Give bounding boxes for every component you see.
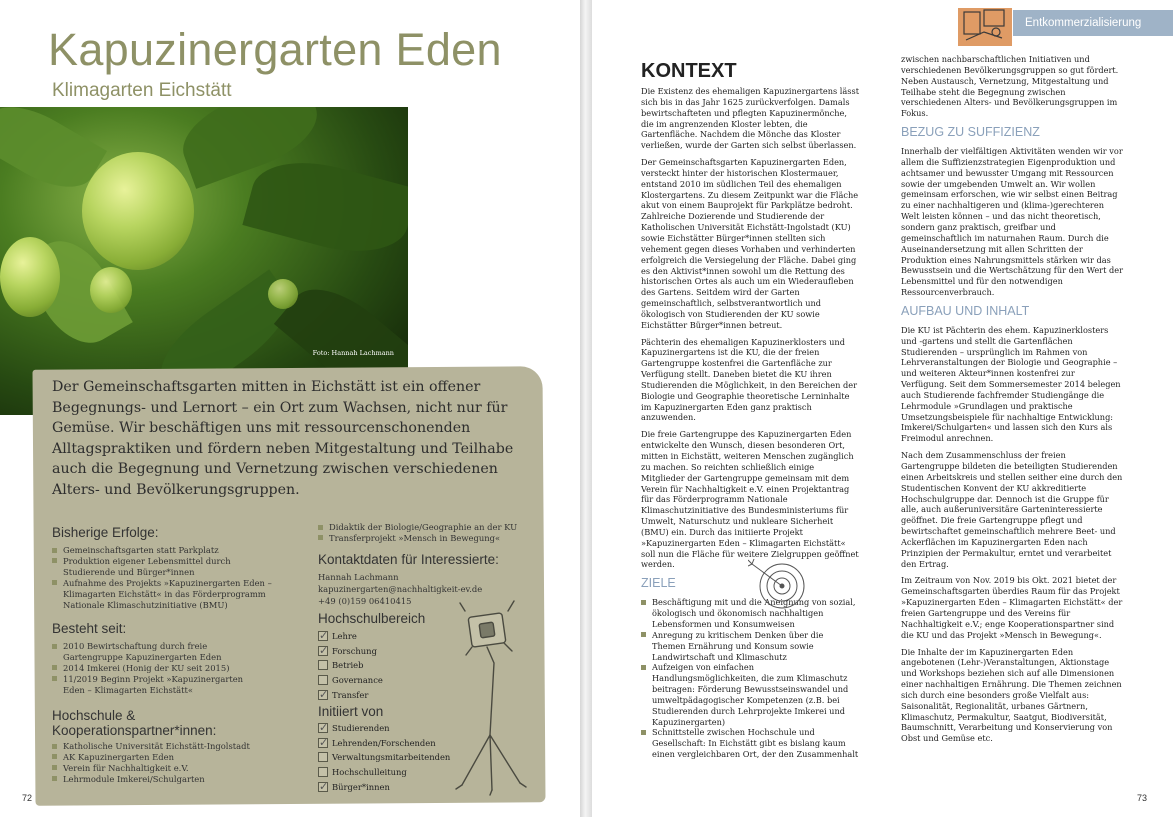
paragraph: Nach dem Zusammenschluss der freien Gartengruppe bildeten die beteiligten Studierenden einen Arbeitskreis und stellen seither eine durch den Studentischen Konvent der KU akkreditierte Hochschulgruppe dar. Dennoch ist die Gruppe für alle, auch außeruniversitäre Garteninteressierte geöffnet. Die freie Gartengruppe pflegt und bewirtschaftet gemeinschaftlich mehrere Beet- und Ackerflächen im Kapuzinergarten Eden nach Prinzipien der Permakultur, erntet und verarbeitet den Ertrag. (901, 450, 1123, 569)
checkbox-checked (318, 690, 328, 700)
list-item: Lehrmodule Imkerei/Schulgarten (52, 774, 277, 785)
checklist-item-hochschulleitung (318, 765, 450, 780)
checklist-item-lehrenden (318, 736, 450, 751)
list-item: Beschäftigung mit und die Aneignung von sozial, ökologisch und ökonomisch nachhaltigen Lebensformen und Konsumweisen (641, 597, 859, 630)
checkbox-checked (318, 646, 328, 656)
checklist-item-lehre (318, 629, 383, 644)
checklist-label: Bürger*innen (332, 781, 390, 792)
erfolge-heading: Bisherige Erfolge: (52, 525, 159, 540)
intro-text: Der Gemeinschaftsgarten mitten in Eichstätt ist ein offener Begegnungs- und Lernort – ein Ort zum Wachsen, nicht nur für Gemüse. Wir beschäftigen uns mit ressourcenschonenden Alltagspraktiken und fördern neben Mitgestaltung und Teilhabe auch die Begegnung und Vernetzung zwischen verschiedenen Alters- und Bevölkerungsgruppen. (52, 379, 514, 498)
checklist-label: Lehre (332, 631, 357, 642)
kontakt-heading: Kontaktdaten für Interessierte: (318, 552, 499, 567)
page-title: Kapuzinergarten Eden (48, 24, 502, 75)
photo-credit: Foto: Hannah Lachmann (312, 349, 394, 357)
kontakt-phone: +49 (0)159 06410415 (318, 596, 412, 606)
list-item: Schnittstelle zwischen Hochschule und Gesellschaft: In Eichstätt gibt es bislang kaum einen vergleichbaren Ort, der den Zusammenhalt (641, 727, 859, 760)
checkbox-checked (318, 782, 328, 792)
partner-list (52, 741, 277, 785)
checklist-item-forschung (318, 644, 383, 659)
suffizienz-heading: BEZUG ZU SUFFIZIENZ (901, 125, 1040, 140)
checklist-item-transfer (318, 687, 383, 702)
list-item: Anregung zu kritischem Denken über die Themen Ernährung und Konsum sowie Landwirtschaft und Klimaschutz (641, 630, 859, 663)
initiiert-checklist (318, 721, 450, 794)
apple (82, 152, 194, 270)
checklist-label: Verwaltungsmitarbeitenden (332, 752, 451, 763)
checklist-label: Governance (332, 675, 383, 686)
page-subtitle: Klimagarten Eichstätt (52, 80, 232, 101)
checklist-label: Studierenden (332, 723, 390, 734)
list-item: Verein für Nachhaltigkeit e.V. (52, 763, 277, 774)
checkbox-unchecked (318, 752, 328, 762)
right-page (592, 0, 1173, 817)
list-item: Transferprojekt »Mensch in Bewegung« (318, 533, 533, 544)
aufbau-heading: AUFBAU UND INHALT (901, 303, 1030, 318)
paragraph: Die Existenz des ehemaligen Kapuzinergartens lässt sich bis in das Jahr 1625 zurückverfolgen. Damals bewirtschafteten und pflegten Kapuzinermönche, die im angrenzenden Kloster lebten, die Gartenfläche. Nachdem die Mönche das Kloster verließen, wurde der Garten sich selbst überlassen. (641, 86, 859, 151)
list-item: Aufzeigen von einfachen Handlungsmöglichkeiten, die zum Klimaschutz beitragen: Förderung Bewusstseinswandel und umweltpädagogischer Kompetenzen (z.B. bei Studierenden durch Lehrprojekte Imkerei und Kapuzinergarten) (641, 662, 859, 727)
ziele-list (641, 597, 859, 760)
ziele-heading: ZIELE (641, 576, 676, 591)
category-icon (954, 2, 1016, 50)
paragraph: Der Gemeinschaftsgarten Kapuzinergarten Eden, versteckt hinter der historischen Klostermauer, entstand 2010 im südlichen Teil des ehemaligen Klostergartens. Zu diesem Zeitpunkt war die Fläche akut von einem Bauprojekt für Parkplätze bedroht. Zahlreiche Dozierende und Studierende der Katholischen Universität Eichstätt-Ingolstadt (KU) sowie Eichstätter Bürger*innen stellten sich vehement gegen dieses Vorhaben und verhinderten erfolgreich die Versiegelung der Fläche. Dabei ging es den Aktivist*innen sowohl um die Rettung des historischen Ortes als auch um ein Wiederaufleben des Gartens. Seitdem wird der Garten gemeinschaftlich, selbstverantwortlich und ökologisch von Studierenden der KU sowie Eichstätter Bürger*innen betreut. (641, 157, 859, 330)
kontext-heading: KONTEXT (641, 60, 737, 82)
checkbox-checked (318, 631, 328, 641)
section-tag: Entkommerzialisierung (1013, 10, 1173, 36)
list-item: 11/2019 Beginn Projekt »Kapuzinergarten Eden – Klimagarten Eichstätt« (52, 674, 267, 696)
checkbox-unchecked (318, 660, 328, 670)
list-item: Gemeinschaftsgarten statt Parkplatz (52, 545, 272, 556)
page-number: 73 (1136, 793, 1147, 803)
left-page (0, 0, 580, 817)
page-number: 72 (22, 793, 33, 803)
list-item: Produktion eigener Lebensmittel durch Studierende und Bürger*innen (52, 556, 272, 578)
paragraph: Die KU ist Pächterin des ehem. Kapuzinerklosters und -gartens und stellt die Gartenflächen Studierenden – ursprünglich im Rahmen von Lehrveranstaltungen der Biologie und Geographie – und weiteren Akteur*innen kostenfrei zur Verfügung. Seit dem Sommersemester 2014 belegen auch Studierende fachfremder Studiengänge die Lehrmodule »Grundlagen und praktische Umsetzungsbeispiele für nachhaltige Entwicklung: Imkerei/Schulgarten« und lassen sich den Kurs als Freimodul anrechnen. (901, 324, 1121, 444)
list-item: AK Kapuzinergarten Eden (52, 752, 277, 763)
target-illustration (748, 556, 818, 616)
checklist-item-verwaltung (318, 750, 450, 765)
checklist-label: Hochschulleitung (332, 767, 407, 778)
erfolge-list (52, 545, 272, 610)
paragraph: Die Inhalte der im Kapuzinergarten Eden angebotenen (Lehr-)Veranstaltungen, Aktionstage und Workshops beziehen sich auf alle Dimensionen einer nachhaltigen Ernährung. Die Themen zeichnen sich durch eine besonders große Vielfalt aus: Saisonalität, Regionalität, urbanes Gärtnern, Klimaschutz, Permakultur, Saatgut, Biodiversität, Baumschnitt, Verarbeitung und Konservierung von Obst und Gemüse etc. (901, 646, 1122, 744)
spotlight-illustration (432, 585, 552, 800)
list-item: Aufnahme des Projekts »Kapuzinergarten Eden – Klimagarten Eichstätt« in das Förderprogramm Nationale Klimaschutzinitiative (BMU) (52, 578, 272, 611)
list-item: 2014 Imkerei (Honig der KU seit 2015) (52, 663, 267, 674)
paragraph: Pächterin des ehemaligen Kapuzinerklosters und Kapuzinergartens ist die KU, die der freien Gartengruppe kostenfrei die Gartenfläche zur Verfügung stellt. Daneben bietet die KU ihren Studierenden die Möglichkeit, in den Bereichen der Biologie und Geographie theoretische Lerninhalte im Kapuzinergarten Eden ganz praktisch anzuwenden. (641, 336, 858, 423)
checkbox-checked (318, 723, 328, 733)
checklist-label: Betrieb (332, 660, 364, 671)
apple (0, 237, 60, 317)
text-column-1 (641, 86, 859, 760)
initiiert-heading: Initiiert von (318, 704, 384, 719)
spine-gutter (580, 0, 592, 817)
kontakt-name: Hannah Lachmann (318, 572, 399, 582)
paragraph: zwischen nachbarschaftlichen Initiativen und verschiedenen Bevölkerungsgruppen so gut fördert. Neben Austausch, Vernetzung, Mitgestaltung und Teilhabe steht die Begegnung zwischen verschiedenen Alters- und Bevölkerungsgruppen im Fokus. (901, 54, 1119, 119)
list-item: 2010 Bewirtschaftung durch freie Gartengruppe Kapuzinergarten Eden (52, 641, 267, 663)
partner-list-continued (318, 522, 533, 544)
list-item: Katholische Universität Eichstätt-Ingolstadt (52, 741, 277, 752)
besteht-heading: Besteht seit: (52, 621, 127, 636)
hochschulbereich-checklist (318, 629, 383, 702)
checklist-label: Transfer (332, 689, 369, 700)
partner-heading: Hochschule & Kooperationspartner*innen: (52, 708, 217, 738)
checkbox-unchecked (318, 675, 328, 685)
text-column-2 (901, 54, 1123, 750)
apple (268, 279, 298, 309)
list-item: Didaktik der Biologie/Geographie an der KU (318, 522, 533, 533)
checklist-item-buerger (318, 779, 450, 794)
besteht-list (52, 641, 267, 696)
checklist-item-studierenden (318, 721, 450, 736)
paragraph: Innerhalb der vielfältigen Aktivitäten wenden wir vor allem die Suffizienzstrategien Eigenproduktion und achtsamer und bewusster Umgang mit Ressourcen sowie der umgebenden Umwelt an. Wir wollen gemeinsam erforschen, wie wir selbst einen Beitrag zu einer nachhaltigeren und (klima-)gerechteren Welt leisten können – und das nicht theoretisch, sondern ganz praktisch, greifbar und gemeinschaftlich im naturnahen Raum. Durch die Auseinandersetzung mit allen Schritten der Produktion eines Nahrungsmittels stärken wir das Bewusstsein und die Wertschätzung für den Wert der Lebensmittel und für den notwendigen Ressourcenverbrauch. (901, 146, 1123, 298)
apple (90, 267, 132, 313)
checklist-item-betrieb (318, 658, 383, 673)
paragraph: Die freie Gartengruppe des Kapuzinergarten Eden entwickelte den Wunsch, diesen besonderen Ort, mitten in Eichstätt, weiteren Menschen zugänglich zu machen. So reichten schließlich einige Mitglieder der Gartengruppe gemeinsam mit dem Verein für Nachhaltigkeit e.V. einen Projektantrag für das Förderprogramm Nationale Klimaschutzinitiative des Bundesministeriums für Umwelt, Naturschutz und nukleare Sicherheit (BMU) ein. Durch das initiierte Projekt »Kapuzinergarten Eden – Klimagarten Eichstätt« soll nun die Fläche für weitere Zielgruppen geöffnet werden. (641, 429, 859, 570)
checklist-item-governance (318, 673, 383, 688)
checkbox-checked (318, 738, 328, 748)
hochschulbereich-heading: Hochschulbereich (318, 611, 426, 626)
checklist-label: Lehrenden/Forschenden (332, 737, 436, 748)
checkbox-unchecked (318, 767, 328, 777)
checklist-label: Forschung (332, 645, 377, 656)
kontakt-email[interactable]: kapuzinergarten@nachhaltigkeit-ev.de (318, 584, 483, 594)
paragraph: Im Zeitraum von Nov. 2019 bis Okt. 2021 bietet der Gemeinschaftsgarten überdies Raum für das Projekt »Kapuzinergarten Eden – Klimagarten Eichstätt« der freien Gartengruppe und des Vereins für Nachhaltigkeit e.V.; enge Kooperationspartner sind die KU und das Projekt »Mensch in Bewegung«. (901, 575, 1123, 640)
